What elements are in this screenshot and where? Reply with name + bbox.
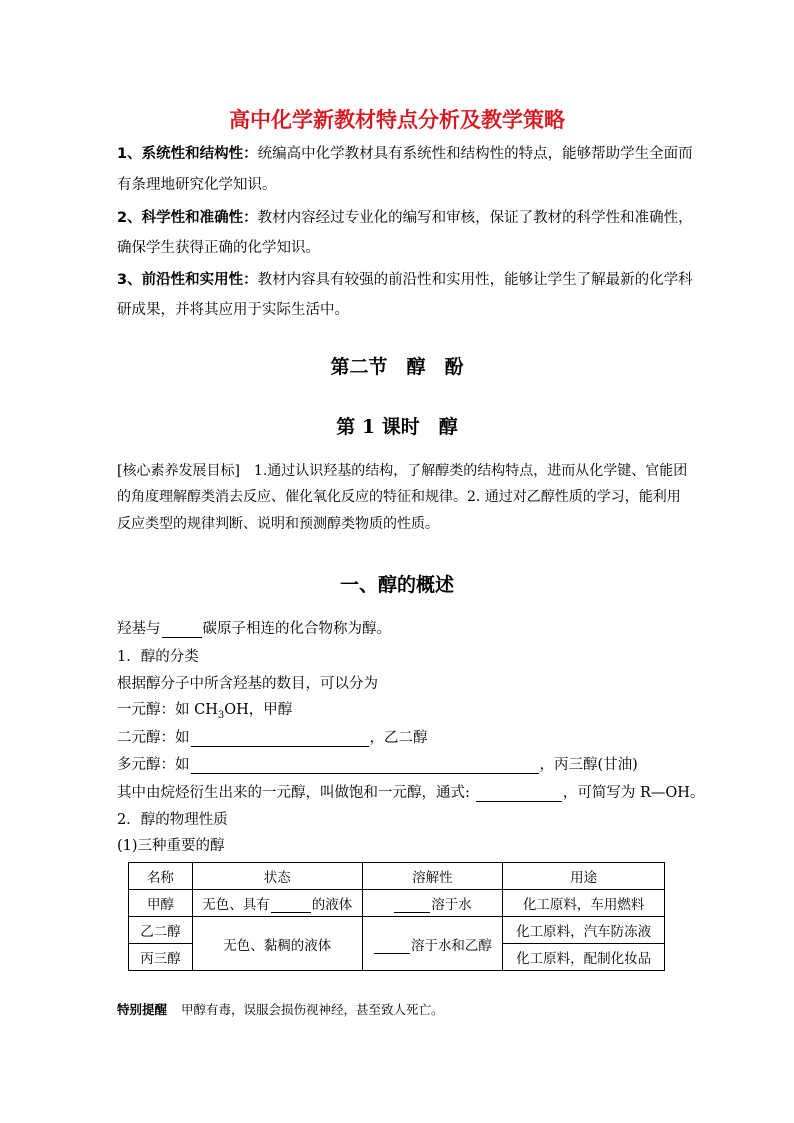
header-name: 名称: [129, 863, 193, 890]
cell-methanol-solubility: [362, 890, 503, 917]
cell-ethylene-glycol-name: 乙二醇: [129, 917, 193, 944]
blank-definition: [162, 623, 202, 638]
cell-methanol-use: 化工原料，车用燃料: [503, 890, 665, 917]
feature-3-text: 教材内容具有较强的前沿性和实用性，能够让学生了解最新的化学科: [257, 272, 693, 288]
feature-3-number: 3、: [117, 272, 142, 288]
poly-alcohol-line: [117, 756, 638, 774]
definition-post: 碳原子相连的化合物称为醇。: [202, 621, 391, 637]
blank-general-formula: [476, 787, 562, 802]
table-row: [129, 917, 665, 944]
feature-2-number: 2、: [117, 210, 142, 226]
methanol-state-post: 的液体: [311, 897, 353, 913]
definition-pre: 羟基与: [117, 621, 161, 637]
table-row: [129, 890, 665, 917]
feature-1-line2: 有条理地研究化学知识。: [117, 177, 277, 193]
feature-1-label: 系统性和结构性：: [141, 146, 258, 162]
feature-1-text: 统编高中化学教材具有系统性和结构性的特点，能够帮助学生全面而: [257, 146, 693, 162]
shared-solubility-text: 溶于水和乙醇: [410, 937, 492, 954]
feature-2-line1: [117, 209, 693, 227]
feature-2-line2: 确保学生获得正确的化学知识。: [117, 240, 320, 256]
classification-intro: 根据醇分子中所含羟基的数目，可以分为: [117, 676, 378, 692]
header-use: 用途: [503, 863, 665, 890]
feature-3-label: 前沿性和实用性：: [141, 272, 258, 288]
table-header-row: [129, 863, 665, 890]
cell-shared-state: 无色、黏稠的液体: [192, 917, 362, 971]
tip-text: 甲醇有毒，误服会损伤视神经，甚至致人死亡。: [181, 1002, 444, 1017]
cell-glycerol-name: 丙三醇: [129, 944, 193, 971]
blank-shared-solubility: [374, 939, 410, 954]
poly-post: ，丙三醇(甘油): [539, 757, 638, 773]
saturated-alcohol-line: [117, 784, 704, 802]
blank-poly-alcohol: [191, 759, 539, 774]
blank-di-alcohol: [191, 732, 369, 747]
section-title: 第二节 醇 酚: [330, 356, 464, 378]
feature-3-line1: [117, 271, 693, 289]
poly-pre: 多元醇：如: [117, 757, 190, 773]
tip-label: 特别提醒: [117, 1002, 168, 1017]
feature-2-label: 科学性和准确性：: [141, 210, 258, 226]
feature-1-line1: [117, 145, 693, 163]
physical-heading: 2．醇的物理性质: [117, 812, 228, 828]
cell-methanol-name: 甲醇: [129, 890, 193, 917]
di-post: ，乙二醇: [369, 730, 428, 746]
classification-heading: 1．醇的分类: [117, 649, 199, 665]
mono-subscript: 3: [217, 709, 225, 721]
saturated-post: ，可简写为 R—OH。: [562, 785, 705, 801]
definition-line: [117, 620, 391, 638]
document-title: 高中化学新教材特点分析及教学策略: [229, 108, 565, 132]
blank-methanol-odor: [271, 898, 311, 913]
blank-methanol-solubility: [394, 898, 430, 913]
methanol-state-pre: 无色、具有: [202, 897, 270, 913]
di-alcohol-line: [117, 729, 428, 747]
cell-ethylene-glycol-use: 化工原料，汽车防冻液: [503, 917, 665, 944]
di-pre: 二元醇：如: [117, 730, 190, 746]
goals-line3: 反应类型的规律判断、说明和预测醇类物质的性质。: [117, 516, 439, 532]
cell-shared-solubility: [362, 917, 503, 971]
saturated-pre: 其中由烷烃衍生出来的一元醇，叫做饱和一元醇，通式:: [117, 785, 470, 801]
feature-1-number: 1、: [117, 146, 142, 162]
cell-glycerol-use: 化工原料，配制化妆品: [503, 944, 665, 971]
mono-post: OH，甲醇: [224, 702, 293, 718]
mono-pre: 一元醇：如 CH: [117, 702, 218, 718]
alcohol-properties-table: [128, 862, 665, 971]
header-state: 状态: [192, 863, 362, 890]
part-title: 一、醇的概述: [339, 574, 454, 596]
methanol-solubility-text: 溶于水: [431, 897, 472, 913]
goals-line2: 的角度理解醇类消去反应、催化氧化反应的特征和规律。2. 通过对乙醇性质的学习，能利用: [117, 489, 681, 505]
cell-methanol-state: [192, 890, 362, 917]
feature-2-text: 教材内容经过专业化的编写和审核，保证了教材的科学性和准确性，: [257, 210, 693, 226]
lesson-title: 第 1 课时 醇: [336, 416, 458, 438]
feature-3-line2: 研成果，并将其应用于实际生活中。: [117, 302, 349, 318]
goals-line1: [核心素养发展目标] 1.通过认识羟基的结构，了解醇类的结构特点，进而从化学键、官能团: [117, 463, 688, 479]
physical-subheading: (1)三种重要的醇: [117, 838, 225, 854]
mono-alcohol-line: [117, 701, 292, 725]
special-tip: [117, 1000, 444, 1018]
header-solubility: 溶解性: [362, 863, 503, 890]
